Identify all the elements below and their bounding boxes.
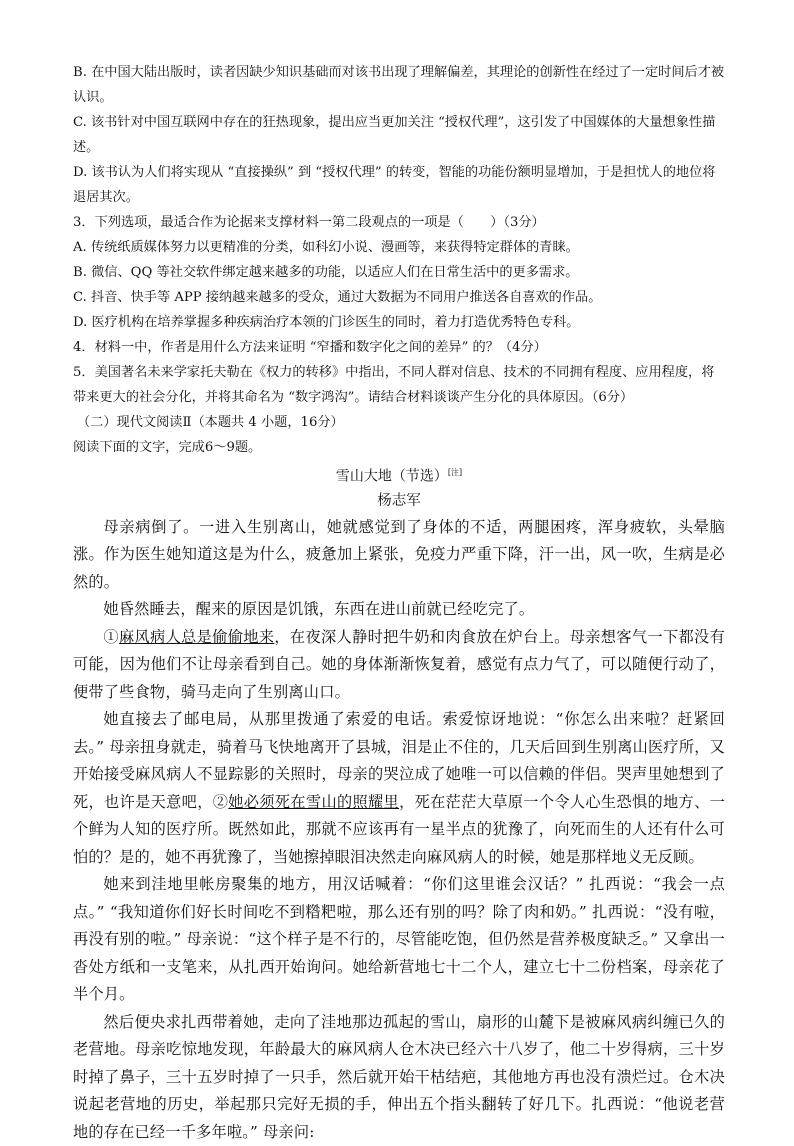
underlined-sentence-1: 麻风病人总是偷偷地来 [118, 627, 275, 646]
story-paragraph-4-text-b: ，死在茫茫大草原一个令人心生恐惧的地方、一个鲜为人知的医疗所。既然如此，那就不应该再有一星半点的犹豫了，向死而生的人还有什么可怕的？是的，她不再犹豫了，当她擦掉眼泪决然走向麻风病人的时候，她是那样地义无反顾。 [73, 792, 725, 866]
story-paragraph-5: 她来到洼地里帐房聚集的地方，用汉话喊着：“你们这里谁会汉话？” 扎西说：“我会一点点。” “我知道你们好长时间吃不到糌粑啦，那么还有别的吗？除了肉和奶。” 扎西说：“没有啦，再没有别的啦。” 母亲说：“这个样子是不行的，尽管能吃饱，但仍然是营养极度缺乏。” 又拿出一沓处方纸和一支笔来，从扎西开始询问。她给新营地七十二个人，建立七十二份档案，母亲花了半个月。 [73, 875, 725, 1004]
q3-option-d: D. 医疗机构在培养掌握多种疾病治疗本领的门诊医生的同时，着力打造优秀特色专科。 [73, 315, 580, 330]
q3-option-c: C. 抖音、快手等 APP 接纳越来越多的受众，通过大数据为不同用户推送各自喜欢的作品。 [73, 290, 602, 305]
marker-1: ① [103, 627, 119, 646]
q2-option-d: D. 该书认为人们将实现从 “直接操纵” 到 “授权代理” 的转变，智能的功能份额明显增加，于是担忧人的地位将退居其次。 [73, 165, 716, 205]
title-footnote-mark: [注] [447, 468, 463, 477]
article-title [73, 461, 725, 489]
q3-stem: 3．下列选项，最适合作为论据来支撑材料一第二段观点的一项是（ ）（3分） [73, 215, 545, 230]
story-paragraph-3-text: ，在夜深人静时把牛奶和肉食放在炉台上。母亲想客气一下都没有可能，因为他们不让母亲看到自己。她的身体渐渐恢复着，感觉有点力气了，可以随便行动了，便带了些食物，骑马走向了生别离山口。 [73, 627, 725, 701]
q2-option-b: B. 在中国大陆出版时，读者因缺少知识基础而对该书出现了理解偏差，其理论的创新性在经过了一定时间后才被认识。 [73, 65, 725, 105]
story-paragraph-1: 母亲病倒了。一进入生别离山，她就感觉到了身体的不适，两腿困疼，浑身疲软，头晕脑涨。作为医生她知道这是为什么，疲惫加上紧张，免疫力严重下降，汗一出，风一吹，生病是必然的。 [73, 517, 725, 591]
q3-option-b: B. 微信、QQ 等社交软件绑定越来越多的功能，以适应人们在日常生活中的更多需求。 [73, 265, 579, 280]
article-author: 杨志军 [377, 492, 421, 509]
story-paragraph-4-text-a: 她直接去了邮电局，从那里拨通了索爱的电话。索爱惊讶地说：“你怎么出来啦？赶紧回去。” 母亲扭身就走，骑着马飞快地离开了县城，泪是止不住的，几天后回到生别离山医疗所，又开始接受麻风病人不显踪影的关照时，母亲的哭泣成了她唯一可以信赖的伴侣。哭声里她想到了死，也许是天意吧， [73, 710, 725, 811]
document-page [73, 60, 725, 1146]
q2-option-c: C. 该书针对中国互联网中存在的狂热现象，提出应当更加关注 “授权代理”，这引发了中国媒体的大量想象性描述。 [73, 115, 716, 155]
q4-stem: 4．材料一中，作者是用什么方法来证明 “窄播和数字化之间的差异” 的？（4分） [73, 340, 547, 355]
q3-option-a: A. 传统纸质媒体努力以更精准的分类，如科幻小说、漫画等，来获得特定群体的青睐。 [73, 240, 579, 255]
q5-stem: 5．美国著名未来学家托夫勒在《权力的转移》中指出，不同人群对信息、技术的不同拥有程度、应用程度，将带来更大的社会分化，并将其命名为 “数字鸿沟”。请结合材料谈谈产生分化的具体原因。（6分） [73, 365, 715, 405]
story-paragraph-2: 她昏然睡去，醒来的原因是饥饿，东西在进山前就已经吃完了。 [103, 600, 535, 619]
section-heading: （二）现代文阅读Ⅱ（本题共 4 小题，16分） [77, 415, 344, 430]
section-instruction: 阅读下面的文字，完成6～9题。 [73, 440, 262, 455]
underlined-sentence-2: 她必须死在雪山的照耀里 [228, 792, 400, 811]
article-title-text: 雪山大地（节选） [335, 468, 448, 485]
story-paragraph-4 [73, 706, 725, 871]
story-paragraph-3 [73, 624, 725, 707]
story-paragraph-6: 然后便央求扎西带着她，走向了洼地那边孤起的雪山，扇形的山麓下是被麻风病纠缠已久的老营地。母亲吃惊地发现，年龄最大的麻风病人仓木决已经六十八岁了，他二十岁得病，三十岁时掉了鼻子，三十五岁时掉了一只手，然后就开始干枯结疤，其他地方再也没有溃烂过。仓木决说起老营地的历史，举起那只完好无损的手，伸出五个指头翻转了好几下。扎西说：“他说老营地的存在已经一千多年啦。” 母亲问: [73, 1012, 725, 1141]
marker-2: ② [212, 792, 229, 811]
